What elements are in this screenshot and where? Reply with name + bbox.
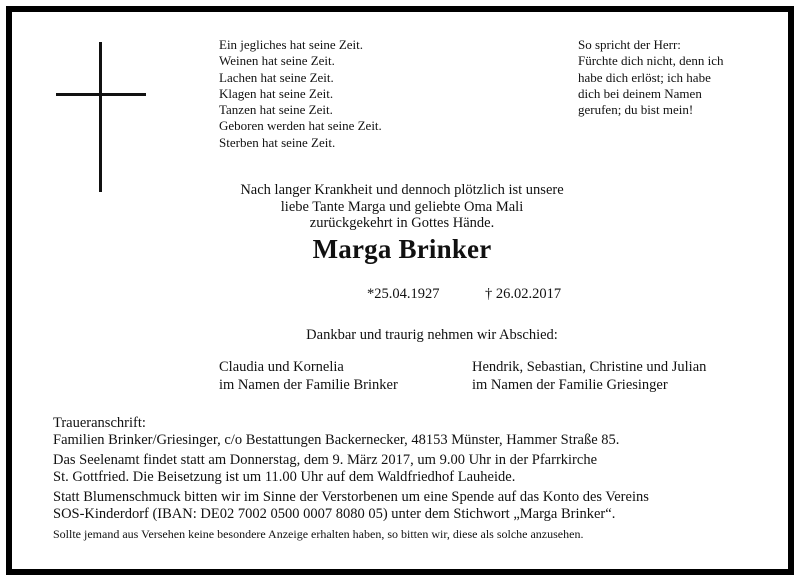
donation-line: Statt Blumenschmuck bitten wir im Sinne der Verstorbenen um eine Spende auf das Konto des Vereins <box>53 489 649 505</box>
family-line: Claudia und Kornelia <box>219 359 344 375</box>
family-signature-left <box>219 359 398 394</box>
announcement-line: liebe Tante Marga und geliebte Oma Mali <box>280 198 524 215</box>
poem-line: Sterben hat seine Zeit. <box>219 134 336 150</box>
poem-line: Tanzen hat seine Zeit. <box>219 102 333 118</box>
poem-line: Lachen hat seine Zeit. <box>219 69 334 85</box>
verse-line: habe dich erlöst; ich habe <box>578 69 711 85</box>
address-label: Traueranschrift: <box>53 415 146 431</box>
notes-section <box>53 415 758 547</box>
family-line: Hendrik, Sebastian, Christine und Julian <box>472 359 707 375</box>
deceased-name: Marga Brinker <box>312 234 492 264</box>
poem-line: Klagen hat seine Zeit. <box>219 85 334 101</box>
funeral-mass-info <box>53 452 758 485</box>
verse-line: So spricht der Herr: <box>578 37 681 52</box>
cross-vertical-bar <box>99 42 102 192</box>
donation-line: SOS-Kinderdorf (IBAN: DE02 7002 0500 0007 8080 05) unter dem Stichwort „Marga Brinker“. <box>53 505 616 522</box>
family-signature-right <box>472 359 706 394</box>
cross-horizontal-bar <box>56 93 146 96</box>
family-line: im Namen der Familie Brinker <box>219 376 398 393</box>
mass-line: St. Gottfried. Die Beisetzung ist um 11.00 Uhr auf dem Waldfriedhof Lauheide. <box>53 468 516 485</box>
obituary-notice <box>6 6 794 575</box>
announcement-text <box>232 182 572 232</box>
bible-verse-block <box>578 37 724 118</box>
poem-line: Weinen hat seine Zeit. <box>219 53 335 69</box>
poem-line: Geboren werden hat seine Zeit. <box>219 118 382 134</box>
verse-line: Fürchte dich nicht, denn ich <box>578 53 724 69</box>
mourning-address <box>53 415 758 448</box>
verse-line: gerufen; du bist mein! <box>578 102 694 118</box>
announcement-line: Nach langer Krankheit und dennoch plötzlich ist unsere <box>240 182 564 198</box>
farewell-line: Dankbar und traurig nehmen wir Abschied: <box>306 327 558 343</box>
mass-line: Das Seelenamt findet statt am Donnerstag, dem 9. März 2017, um 9.00 Uhr in der Pfarrkirche <box>53 452 598 468</box>
donation-info <box>53 489 758 522</box>
footer-note: Sollte jemand aus Versehen keine besondere Anzeige erhalten haben, so bitten wir, diese als solche anzusehen. <box>53 527 584 541</box>
family-line: im Namen der Familie Griesinger <box>472 376 668 393</box>
address-text: Familien Brinker/Griesinger, c/o Bestattungen Backernecker, 48153 Münster, Hammer Straße 85. <box>53 431 620 448</box>
poem-block <box>219 37 382 151</box>
death-date: † 26.02.2017 <box>485 286 562 302</box>
verse-line: dich bei deinem Namen <box>578 85 702 101</box>
announcement-line: zurückgekehrt in Gottes Hände. <box>309 215 495 231</box>
birth-date: *25.04.1927 <box>367 286 440 302</box>
poem-line: Ein jegliches hat seine Zeit. <box>219 37 364 52</box>
